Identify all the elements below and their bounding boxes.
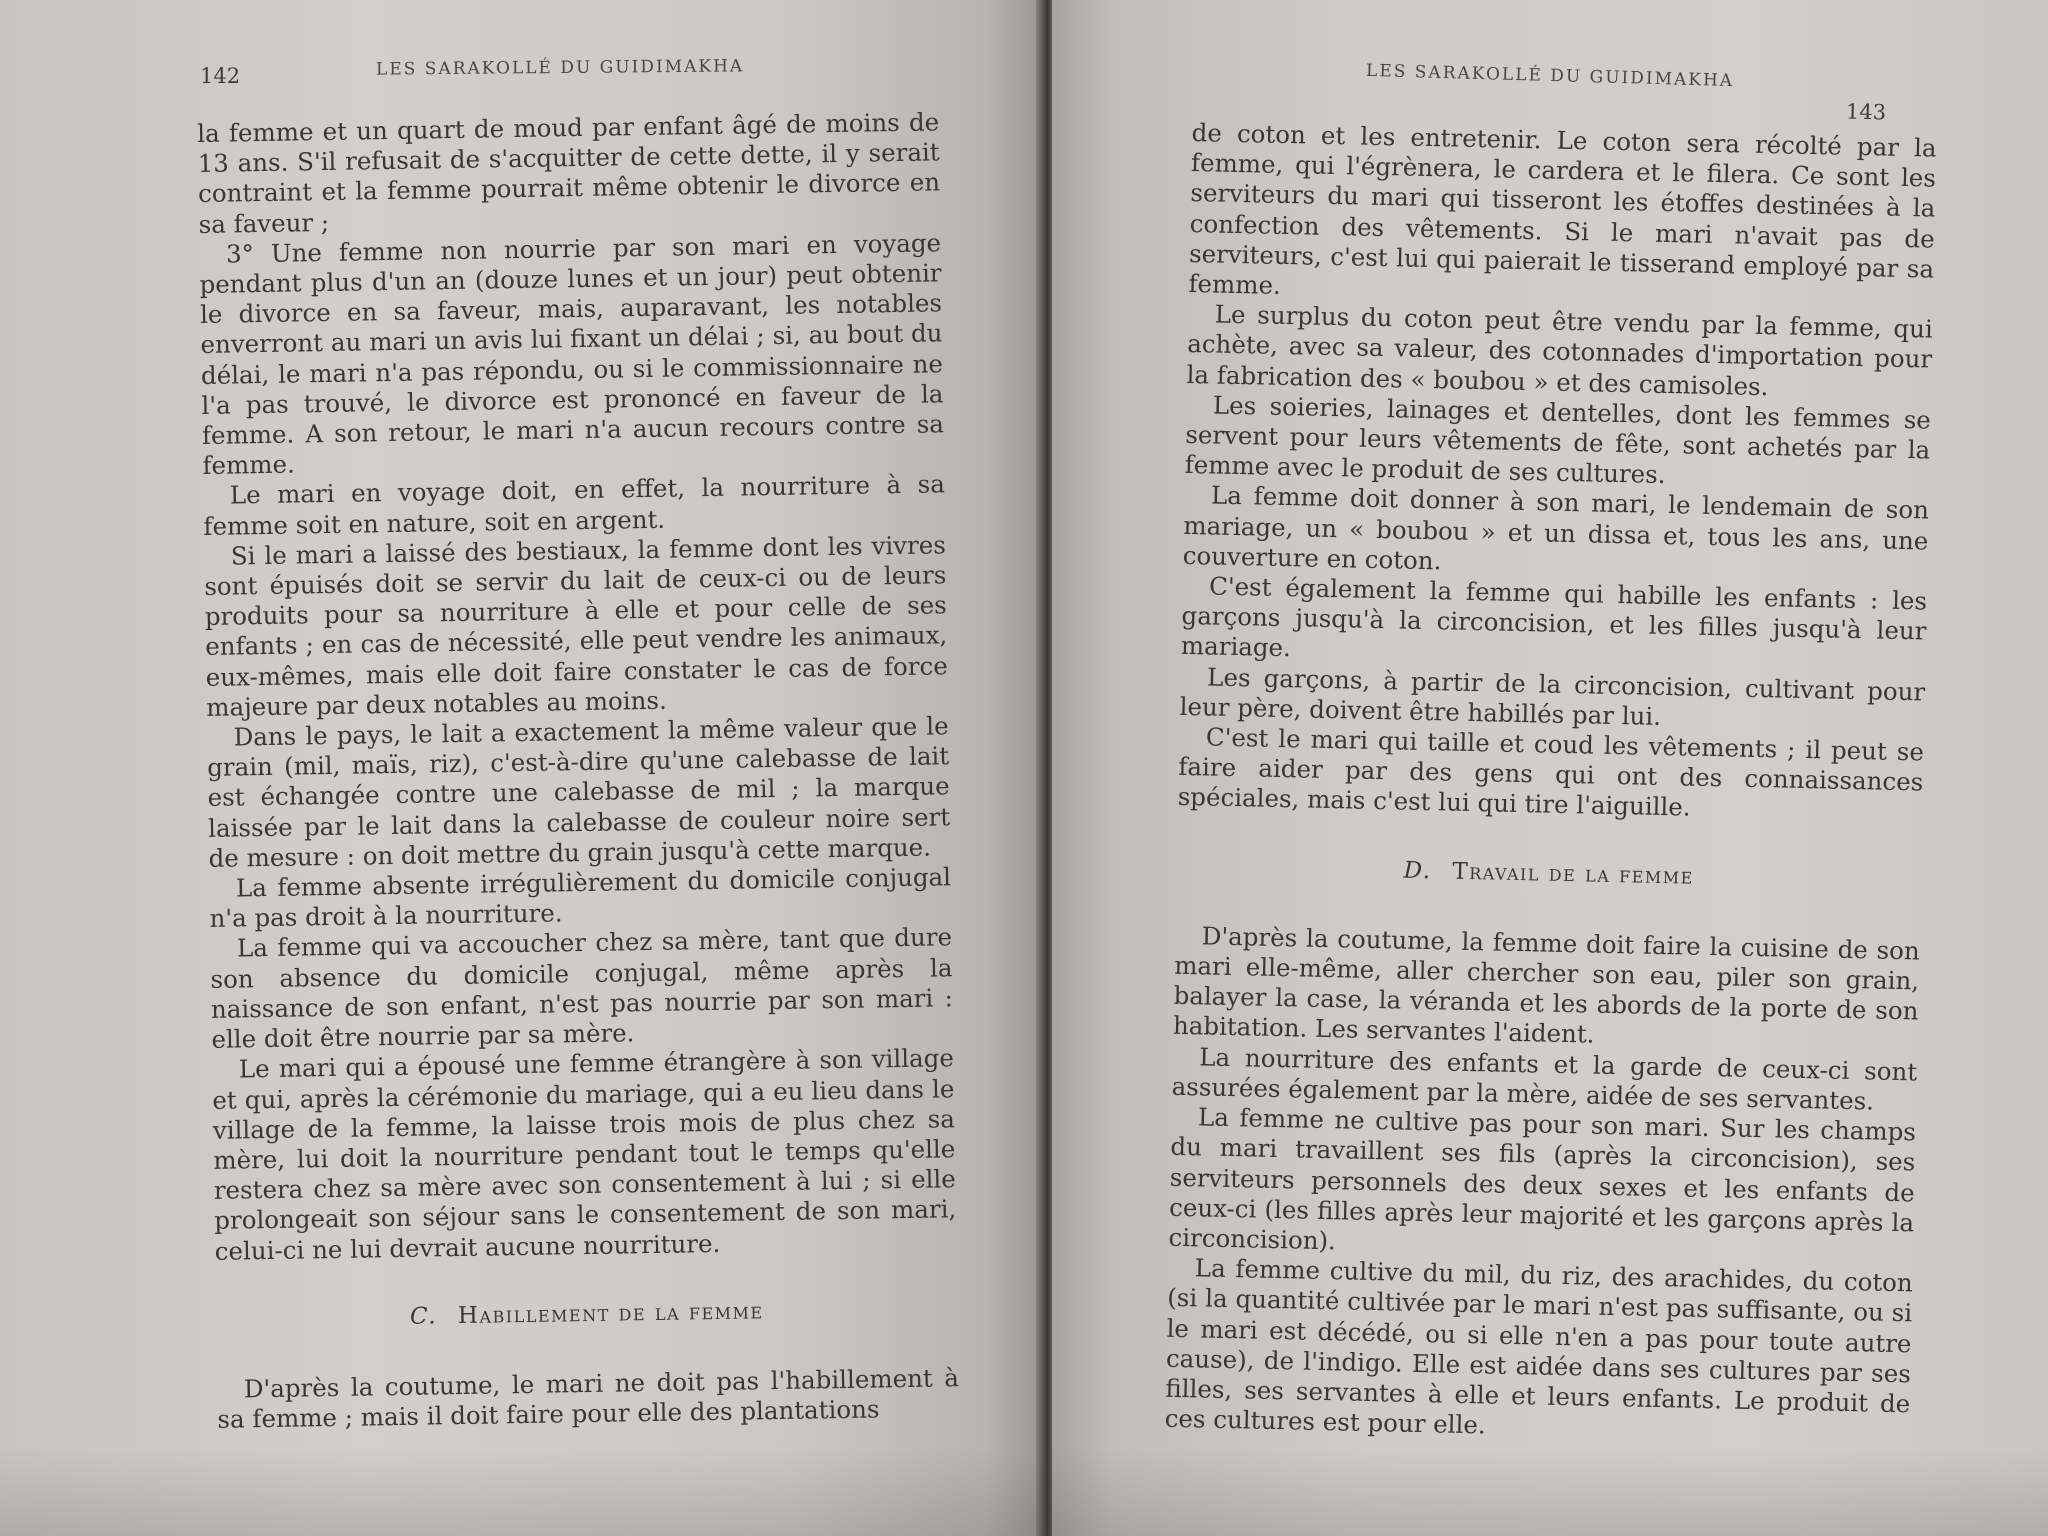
paragraph: Le surplus du coton peut être vendu par la femme, qui achète, avec sa valeur, des cotonnades d'importation pour la fabrication des « boubou » et des camisoles. [1186,299,1934,401]
paragraph: Si le mari a laissé des bestiaux, la femme dont les vivres sont épuisés doit se servir du lait de ceux-ci ou de leurs produits pour sa nourriture à elle et pour celle de ses enfants ; en cas de nécessité, elle peut vendre les animaux, eux-mêmes, mais elle doit faire constater le cas de force majeure par deux notables au moins. [204,530,948,722]
paragraph: D'après la coutume, le mari ne doit pas l'habillement à sa femme ; mais il doit faire pour elle des plantations [217,1363,960,1434]
paragraph: La femme absente irrégulièrement du domicile conjugal n'a pas droit à la nourriture. [209,862,952,934]
running-head: LES SARAKOLLÉ DU GUIDIMAKHA [375,56,745,80]
paragraph: Le mari en voyage doit, en effet, la nourriture à sa femme soit en nature, soit en argent. [203,469,946,541]
section-heading [216,1293,958,1335]
paragraph: C'est également la femme qui habille les enfants : les garçons jusqu'à la circoncision, et les filles jusqu'à leur mariage. [1180,571,1928,663]
paragraph: Le mari qui a épousé une femme étrangère à son village et qui, après la cérémonie du mariage, qui a eu lieu dans le village de la femme, la laisse trois mois de plus chez sa mère, lui doit la nourriture pendant tout le temps qu'elle restera chez sa mère avec son consentement à lui ; si elle prolongeait son séjour sans le consentement de son mari, celui-ci ne lui devrait aucune nourriture. [212,1043,957,1266]
section-heading [1176,851,1921,897]
paragraph: La femme cultive du mil, du riz, des arachides, du coton (si la quantité cultivée par le mari n'est pas suffisante, ou si le mari est décédé, ou si elle n'en a pas pour toute autre cause), de l'indigo. Elle est aidée dans ses cultures par ses filles, ses servantes à elle et leurs enfants. Le produit de ces cultures est pour elle. [1164,1253,1914,1440]
right-page [1052,0,2048,1536]
paragraph: La femme doit donner à son mari, le lendemain de son mariage, un « boubou » et un dissa et, tous les ans, une couverture en coton. [1182,480,1930,576]
page-number: 143 [1845,99,1887,125]
text-block [1164,118,1936,1450]
paragraph: D'après la coutume, la femme doit faire la cuisine de son mari elle-même, aller chercher son eau, piler son grain, balayer la case, la véranda et les abords de la porte de son habitation. Les servantes l'aident. [1172,921,1921,1050]
section-title: Travail de la femme [1452,858,1695,890]
section-letter: D. [1403,857,1432,884]
text-block [197,107,960,1435]
running-head: LES SARAKOLLÉ DU GUIDIMAKHA [1365,60,1735,92]
paragraph: Dans le pays, le lait a exactement la même valeur que le grain (mil, maïs, riz), c'est-à-dire qu'une calebasse de lait est échangée contre une calebasse de mil ; la marque laissée par le lait dans la calebasse de couleur noire sert de mesure : on doit mettre du grain jusqu'à cette marque. [206,711,951,873]
section-letter: C. [409,1303,438,1330]
paragraph: La nourriture des enfants et la garde de ceux-ci sont assurées également par la mère, aidée de ses servantes. [1171,1042,1918,1116]
paragraph: La femme ne cultive pas pour son mari. Sur les champs du mari travaillent ses fils (après la circoncision), ses serviteurs personnels des deux sexes et les enfants de ceux-ci (les filles après leur majorité et les garçons après la circoncision). [1168,1102,1917,1256]
paragraph: de coton et les entretenir. Le coton sera récolté par la femme, qui l'égrènera, le cardera et le filera. Ce sont les serviteurs du mari qui tisseront les étoffes destinées à la confection des vêtements. Si le mari n'avait pas de serviteurs, c'est lui qui paierait le tisserand employé par sa femme. [1188,118,1937,300]
paragraph: La femme qui va accoucher chez sa mère, tant que dure son absence du domicile conjugal, même après la naissance de son enfant, n'est pas nourrie par son mari : elle doit être nourrie par sa mère. [210,922,954,1054]
paragraph: la femme et un quart de moud par enfant âgé de moins de 13 ans. S'il refusait de s'acquitter de cette dette, il y serait contraint et la femme pourrait même obtenir le divorce en sa faveur ; [197,107,941,239]
paragraph: C'est le mari qui taille et coud les vêtements ; il peut se faire aider par des gens qui ont des connaissances spéciales, mais c'est lui qui tire l'aiguille. [1177,722,1925,823]
section-title: Habillement de la femme [457,1297,764,1329]
page-number: 142 [200,64,241,88]
paragraph: 3° Une femme non nourrie par son mari en voyage pendant plus d'un an (douze lunes et un jour) peut obtenir le divorce en sa faveur, mais, auparavant, les notables enverront au mari un avis lui fixant un délai ; si, au bout du délai, le mari n'a pas répondu, ou si le commissionnaire ne l'a pas trouvé, le divorce est prononcé en faveur de la femme. A son retour, le mari n'a aucun recours contre sa femme. [199,228,945,481]
paragraph: Les garçons, à partir de la circoncision, cultivant pour leur père, doivent être habillés par lui. [1179,662,1926,731]
paragraph: Les soieries, lainages et dentelles, dont les femmes se servent pour leurs vêtements de fête, sont achetés par la femme avec le produit de ses cultures. [1184,390,1932,490]
